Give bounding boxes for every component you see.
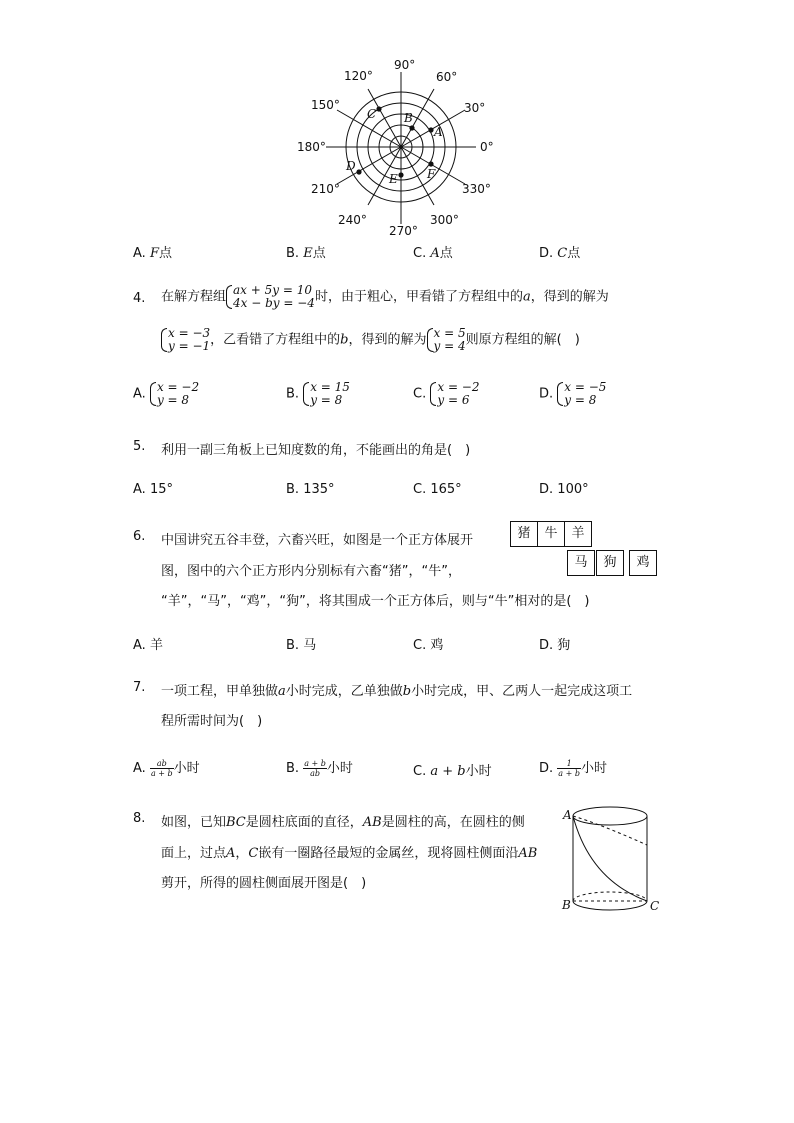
q5-option-c[interactable]: C. 165° <box>413 482 462 497</box>
question-8-line-1: 如图，已知BC是圆柱底面的直径，AB是圆柱的高，在圆柱的侧 <box>161 815 525 830</box>
q3-option-a[interactable]: A. F点 <box>133 246 172 261</box>
question-5-text: 利用一副三角板上已知度数的角，不能画出的角是( ) <box>161 443 471 458</box>
net-cell-ox: 牛 <box>537 521 565 547</box>
q4-option-d[interactable]: D. x = −5 y = 8 <box>539 380 607 407</box>
question-number: 6. <box>133 529 146 544</box>
point-c-dot <box>376 106 381 111</box>
question-number: 5. <box>133 439 146 454</box>
q6-option-d[interactable]: D. 狗 <box>539 638 571 653</box>
question-6-line-1: 中国讲究五谷丰登，六畜兴旺，如图是一个正方体展开 <box>161 533 474 548</box>
angle-label: 240° <box>338 213 367 227</box>
angle-label: 60° <box>436 70 458 84</box>
question-6-line-2: 图，图中的六个正方形内分别标有六畜“猪”，“牛”， <box>161 564 461 579</box>
q7-option-d[interactable]: D. $\frac{1}{a + b}$ 小时 <box>539 759 607 778</box>
angle-label: 150° <box>311 98 340 112</box>
point-label-e: E <box>389 172 398 186</box>
point-a-dot <box>428 127 433 132</box>
cylinder-figure <box>560 800 670 916</box>
q5-option-d[interactable]: D. 100° <box>539 482 589 497</box>
point-b-dot <box>409 125 414 130</box>
angle-label: 30° <box>464 101 486 115</box>
net-cell-dog: 狗 <box>596 550 624 576</box>
question-4-line-1: 在解方程组 ax + 5y = 10 4x − by = −4 时，由于粗心，甲看错了方程组中的a，得到的解为 <box>161 283 609 310</box>
cylinder-label-c: C <box>650 899 660 913</box>
point-label-f: F <box>427 167 436 181</box>
question-7-line-1: 一项工程，甲单独做a小时完成，乙单独做b小时完成，甲、乙两人一起完成这项工 <box>161 684 633 699</box>
point-f-dot <box>428 161 433 166</box>
q5-option-a[interactable]: A. 15° <box>133 482 173 497</box>
point-d-dot <box>356 169 361 174</box>
q4-option-b[interactable]: B. x = 15 y = 8 <box>286 380 350 407</box>
angle-label: 0° <box>480 140 494 154</box>
net-cell-chicken: 鸡 <box>629 550 657 576</box>
point-e-dot <box>398 172 403 177</box>
question-8-line-2: 面上，过点A，C嵌有一圈路径最短的金属丝，现将圆柱侧面沿AB <box>161 846 538 861</box>
angle-label: 120° <box>344 69 373 83</box>
question-number: 4. <box>133 291 146 306</box>
point-label-c: C <box>367 107 377 121</box>
question-number: 8. <box>133 811 146 826</box>
q4-option-c[interactable]: C. x = −2 y = 6 <box>413 380 480 407</box>
q6-option-b[interactable]: B. 马 <box>286 638 317 653</box>
cylinder-label-b: B <box>562 898 571 912</box>
question-number: 7. <box>133 680 146 695</box>
net-cell-sheep: 羊 <box>564 521 592 547</box>
point-label-a: A <box>434 125 443 139</box>
angle-label: 330° <box>462 182 491 196</box>
question-4-line-2: x = −3 y = −1 ，乙看错了方程组中的b，得到的解为 x = 5 y = 4 则原方程组的解( ) <box>161 327 580 353</box>
angle-label: 180° <box>297 140 326 154</box>
polar-figure <box>290 52 510 242</box>
question-8-line-3: 剪开，所得的圆柱侧面展开图是( ) <box>161 876 367 891</box>
question-7-line-2: 程所需时间为( ) <box>161 714 263 729</box>
q6-option-c[interactable]: C. 鸡 <box>413 638 444 653</box>
q4-option-a[interactable]: A. x = −2 y = 8 <box>133 380 200 407</box>
net-cell-horse: 马 <box>567 550 595 576</box>
q7-option-b[interactable]: B. $\frac{a + b}{ab}$ 小时 <box>286 759 353 778</box>
net-cell-pig: 猪 <box>510 521 538 547</box>
q6-option-a[interactable]: A. 羊 <box>133 638 163 653</box>
angle-label: 270° <box>389 224 418 238</box>
point-label-b: B <box>404 111 413 125</box>
q7-option-a[interactable]: A. $\frac{ab}{a + b}$ 小时 <box>133 759 200 778</box>
angle-label: 90° <box>394 58 416 72</box>
q5-option-b[interactable]: B. 135° <box>286 482 335 497</box>
q7-option-c[interactable]: C. a + b小时 <box>413 764 492 779</box>
q3-option-b[interactable]: B. E点 <box>286 246 326 261</box>
question-6-line-3: “羊”，“马”，“鸡”，“狗”，将其围成一个正方体后，则与“牛”相对的是( ) <box>161 594 590 609</box>
q3-option-c[interactable]: C. A点 <box>413 246 453 261</box>
q3-option-d[interactable]: D. C点 <box>539 246 581 261</box>
angle-label: 300° <box>430 213 459 227</box>
cylinder-label-a: A <box>563 808 572 822</box>
point-label-d: D <box>346 159 356 173</box>
angle-label: 210° <box>311 182 340 196</box>
